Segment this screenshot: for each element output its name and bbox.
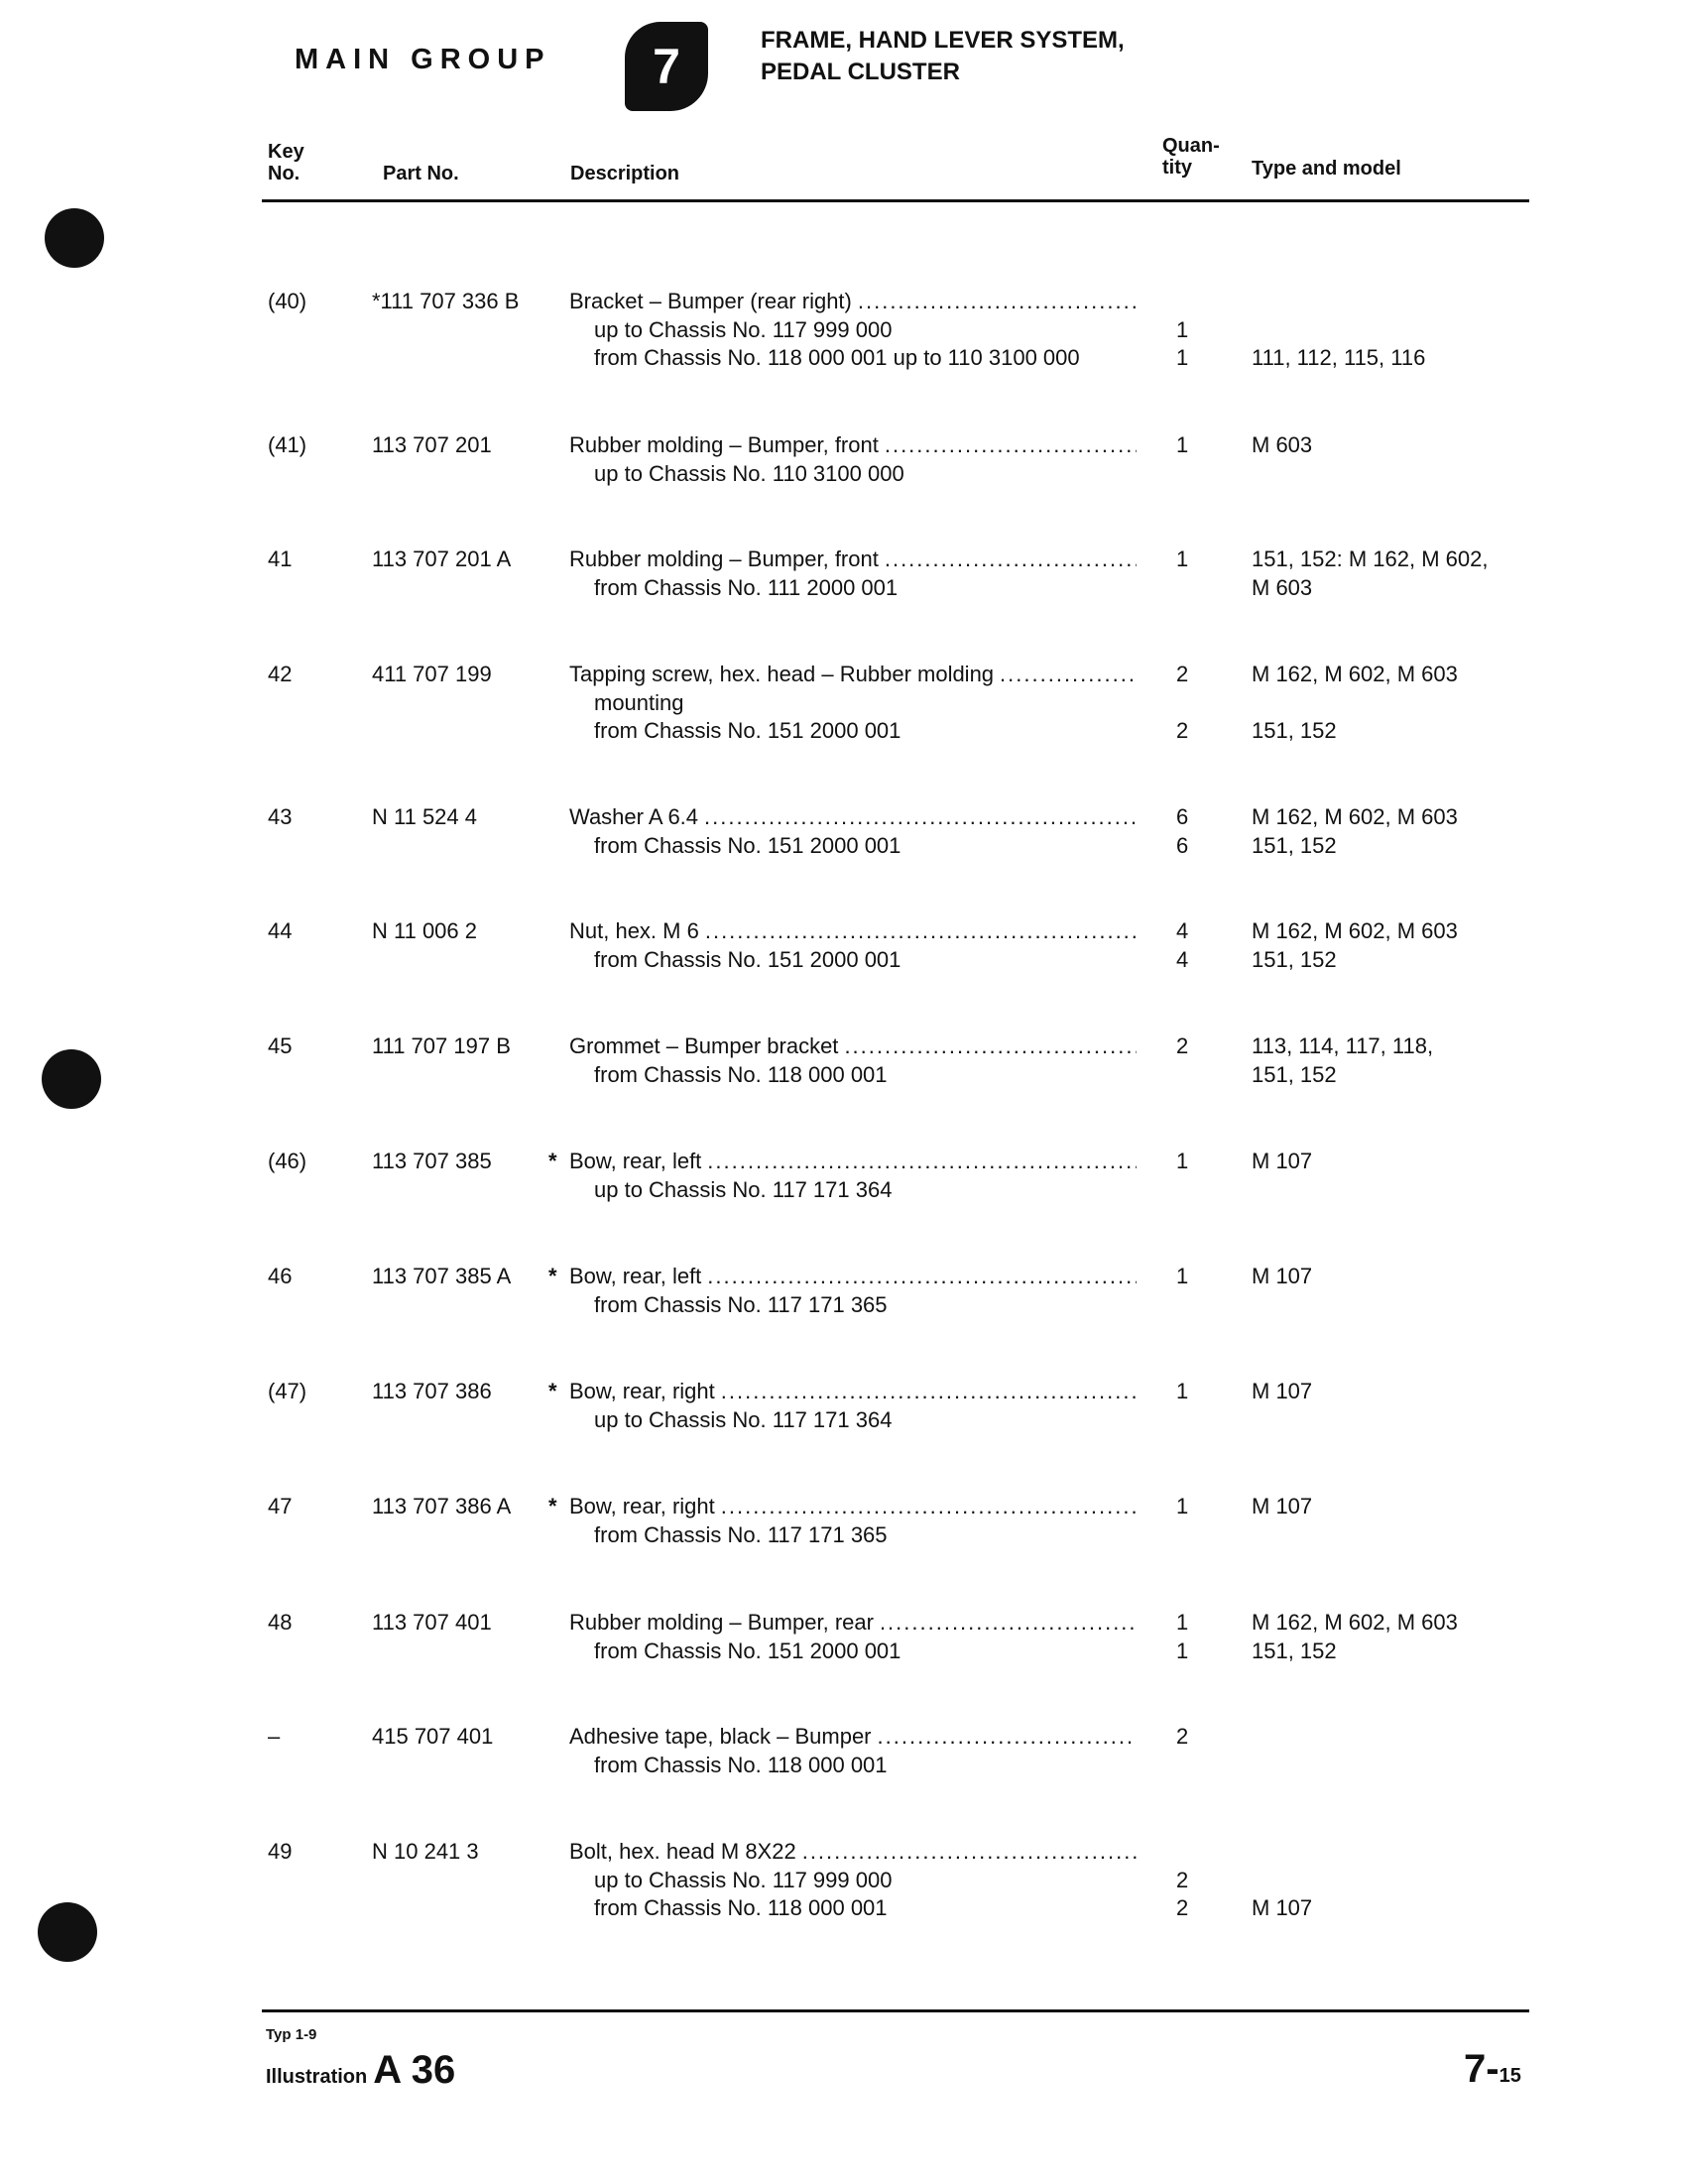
description-subline: from Chassis No. 118 000 001: [594, 1752, 888, 1777]
type-and-model: [1252, 1838, 1529, 1923]
description-subline: from Chassis No. 117 171 365: [594, 1291, 888, 1317]
quantity-value: [1176, 1838, 1206, 1867]
key-no: 49: [268, 1839, 293, 1864]
quantity-value: 1: [1176, 316, 1189, 342]
type-model-value: M 107: [1252, 1379, 1313, 1403]
type-model-value: M 162, M 602, M 603: [1252, 918, 1458, 943]
description: [569, 803, 1137, 860]
description-text: Rubber molding – Bumper, rear: [569, 1610, 874, 1635]
group-title: [761, 25, 1125, 88]
description-text: Adhesive tape, black – Bumper: [569, 1724, 872, 1749]
description: [569, 546, 1137, 602]
group-title-line: PEDAL CLUSTER: [761, 59, 960, 85]
asterisk-marker: *: [548, 1379, 557, 1403]
description: [569, 1493, 1137, 1549]
part-no: N 10 241 3: [372, 1839, 479, 1864]
quantity-value: 6: [1176, 804, 1189, 829]
quantity-value: 1: [1176, 546, 1189, 571]
part-no: 111 707 197 B: [372, 1033, 511, 1058]
description-text: Bracket – Bumper (rear right): [569, 289, 852, 313]
description-text: Bow, rear, right: [569, 1379, 715, 1403]
type-and-model: [1252, 546, 1529, 602]
column-header-quantity: Quan- tity: [1162, 135, 1220, 179]
asterisk-marker: *: [548, 1264, 557, 1288]
type-model-value: 113, 114, 117, 118,: [1252, 1033, 1434, 1058]
description-text: Bolt, hex. head M 8X22: [569, 1839, 796, 1864]
description-subline: from Chassis No. 118 000 001: [594, 1061, 888, 1087]
description-subline: up to Chassis No. 117 999 000: [594, 1867, 893, 1892]
type-model-value: 111, 112, 115, 116: [1252, 345, 1426, 370]
description-subline: up to Chassis No. 117 171 364: [594, 1176, 893, 1202]
dot-leader: [858, 288, 1137, 316]
part-no: 113 707 385 A: [372, 1264, 512, 1288]
description: [569, 288, 1137, 373]
footer-rule: [262, 2009, 1529, 2012]
illustration-number: A 36: [373, 2048, 456, 2092]
quantity-value: 1: [1176, 432, 1189, 457]
description: [569, 1378, 1137, 1434]
type-and-model: [1252, 917, 1529, 974]
part-no: 113 707 201: [372, 432, 492, 457]
type-and-model: [1252, 288, 1529, 373]
part-no: 113 707 201 A: [372, 546, 512, 571]
asterisk-marker: *: [548, 1149, 557, 1173]
description: [569, 1609, 1137, 1665]
type-and-model: [1252, 1723, 1529, 1752]
quantity-value: 4: [1176, 946, 1189, 972]
key-no: (47): [268, 1379, 307, 1403]
description-subline: up to Chassis No. 117 999 000: [594, 316, 893, 342]
description-subline: from Chassis No. 118 000 001 up to 110 3100 000: [594, 345, 1080, 370]
type-model-value: 151, 152: [1252, 1638, 1337, 1663]
type-model-value: M 162, M 602, M 603: [1252, 1610, 1458, 1635]
description-text: Bow, rear, left: [569, 1264, 702, 1288]
description-subline: from Chassis No. 151 2000 001: [594, 718, 901, 743]
dot-leader: [885, 431, 1137, 460]
quantity-value: 1: [1176, 1494, 1189, 1518]
key-no: 46: [268, 1264, 293, 1288]
description-subline: from Chassis No. 151 2000 001: [594, 832, 901, 858]
description-text: Tapping screw, hex. head – Rubber molding: [569, 662, 995, 686]
quantity-value: 1: [1176, 1149, 1189, 1173]
quantity-value: 2: [1176, 1895, 1189, 1920]
quantity: [1176, 1378, 1206, 1406]
key-no: 44: [268, 918, 293, 943]
description-text: Nut, hex. M 6: [569, 918, 699, 943]
key-no: 45: [268, 1033, 293, 1058]
key-no: 48: [268, 1610, 293, 1635]
description-text: Rubber molding – Bumper, front: [569, 546, 879, 571]
quantity: [1176, 917, 1206, 974]
column-header-key: Key No.: [268, 141, 304, 184]
type-model-value: M 107: [1252, 1895, 1313, 1920]
part-no: N 11 006 2: [372, 918, 478, 943]
description: [569, 1032, 1137, 1089]
description-subline: up to Chassis No. 110 3100 000: [594, 460, 904, 486]
quantity-value: 2: [1176, 718, 1189, 743]
description-text: Rubber molding – Bumper, front: [569, 432, 879, 457]
header-rule: [262, 199, 1529, 202]
page-number-minor: 15: [1499, 2065, 1521, 2087]
dot-leader: [707, 1148, 1137, 1176]
dot-leader: [705, 917, 1137, 946]
type-and-model: [1252, 803, 1529, 860]
type-and-model: [1252, 1378, 1529, 1406]
type-model-value: [1252, 288, 1529, 316]
column-header-part-no: Part No.: [383, 163, 459, 184]
type-model-value: M 603: [1252, 432, 1313, 457]
quantity-value: 2: [1176, 1724, 1189, 1749]
asterisk-marker: *: [548, 1494, 557, 1518]
footer-illustration: [266, 2048, 455, 2093]
part-no: 113 707 386 A: [372, 1494, 512, 1518]
description: [569, 431, 1137, 488]
quantity-value: [1176, 689, 1206, 718]
footer-typ: Typ 1-9: [266, 2026, 317, 2043]
page-number-major: 7-: [1464, 2047, 1500, 2091]
type-and-model: [1252, 1148, 1529, 1176]
dot-leader: [885, 546, 1137, 574]
description-subline: from Chassis No. 118 000 001: [594, 1895, 888, 1920]
type-model-value: [1252, 316, 1529, 345]
type-model-value: 151, 152: [1252, 832, 1337, 858]
binder-hole: [45, 208, 104, 268]
quantity-value: 2: [1176, 662, 1189, 686]
quantity: [1176, 1609, 1206, 1665]
quantity-value: [1176, 288, 1206, 316]
page-number: [1464, 2047, 1521, 2092]
quantity: [1176, 803, 1206, 860]
quantity: [1176, 288, 1206, 373]
type-model-value: [1252, 1867, 1529, 1895]
description: [569, 1148, 1137, 1204]
part-no: 113 707 401: [372, 1610, 492, 1635]
type-model-value: M 107: [1252, 1149, 1313, 1173]
dot-leader: [880, 1609, 1137, 1638]
part-no: 415 707 401: [372, 1724, 494, 1749]
type-and-model: [1252, 661, 1529, 746]
quantity: [1176, 1148, 1206, 1176]
type-model-value: 151, 152: [1252, 946, 1337, 972]
type-model-value: 151, 152: [1252, 718, 1337, 743]
dot-leader: [844, 1032, 1137, 1061]
quantity-value: 1: [1176, 345, 1189, 370]
group-number-badge: [625, 22, 708, 111]
quantity-value: 6: [1176, 832, 1189, 858]
quantity-value: 1: [1176, 1610, 1189, 1635]
quantity: [1176, 1723, 1206, 1752]
quantity-value: 1: [1176, 1379, 1189, 1403]
key-no: (40): [268, 289, 307, 313]
binder-hole: [38, 1902, 97, 1962]
key-no: 42: [268, 662, 293, 686]
type-model-value: [1252, 689, 1529, 718]
type-model-value: M 107: [1252, 1264, 1313, 1288]
dot-leader: [707, 1263, 1137, 1291]
type-and-model: [1252, 1609, 1529, 1665]
quantity-value: 1: [1176, 1638, 1189, 1663]
quantity: [1176, 431, 1206, 460]
description: [569, 1838, 1137, 1923]
part-no: 113 707 386: [372, 1379, 492, 1403]
description-subline: mounting: [594, 689, 684, 715]
quantity-value: 4: [1176, 918, 1189, 943]
quantity-value: 2: [1176, 1033, 1189, 1058]
description-text: Bow, rear, left: [569, 1149, 702, 1173]
quantity: [1176, 1263, 1206, 1291]
type-and-model: [1252, 431, 1529, 460]
description: [569, 1263, 1137, 1319]
dot-leader: [721, 1493, 1137, 1521]
part-no: N 11 524 4: [372, 804, 478, 829]
description: [569, 661, 1137, 746]
description-text: Washer A 6.4: [569, 804, 699, 829]
dot-leader: [878, 1723, 1137, 1752]
quantity: [1176, 546, 1206, 574]
description-text: Bow, rear, right: [569, 1494, 715, 1518]
description-subline: from Chassis No. 117 171 365: [594, 1521, 888, 1547]
dot-leader: [704, 803, 1137, 832]
dot-leader: [721, 1378, 1137, 1406]
quantity-value: 1: [1176, 1264, 1189, 1288]
group-number: 7: [653, 39, 680, 94]
illustration-label: Illustration: [266, 2066, 368, 2088]
description-subline: from Chassis No. 111 2000 001: [594, 574, 899, 600]
type-and-model: [1252, 1263, 1529, 1291]
part-no: *111 707 336 B: [372, 289, 520, 313]
description: [569, 917, 1137, 974]
part-no: 113 707 385: [372, 1149, 492, 1173]
column-header-description: Description: [570, 163, 680, 184]
description-subline: up to Chassis No. 117 171 364: [594, 1406, 893, 1432]
dot-leader: [802, 1838, 1137, 1867]
type-model-value: [1252, 1723, 1529, 1752]
key-no: 47: [268, 1494, 293, 1518]
key-no: –: [268, 1724, 281, 1749]
description-text: Grommet – Bumper bracket: [569, 1033, 839, 1058]
key-no: (41): [268, 432, 307, 457]
binder-hole: [42, 1049, 101, 1109]
type-model-value: [1252, 1838, 1529, 1867]
column-header-type-model: Type and model: [1252, 158, 1401, 180]
quantity: [1176, 1493, 1206, 1521]
type-model-value: M 107: [1252, 1494, 1313, 1518]
key-no: (46): [268, 1149, 307, 1173]
type-model-value: M 162, M 602, M 603: [1252, 804, 1458, 829]
type-and-model: [1252, 1493, 1529, 1521]
key-no: 41: [268, 546, 293, 571]
description: [569, 1723, 1137, 1779]
description-subline: from Chassis No. 151 2000 001: [594, 1638, 901, 1663]
key-no: 43: [268, 804, 293, 829]
type-and-model: [1252, 1032, 1529, 1089]
dot-leader: [1000, 661, 1137, 689]
quantity: [1176, 1032, 1206, 1061]
type-model-value: M 603: [1252, 574, 1313, 600]
type-model-value: 151, 152: M 162, M 602,: [1252, 546, 1489, 571]
quantity-value: 2: [1176, 1867, 1189, 1892]
group-title-line: FRAME, HAND LEVER SYSTEM,: [761, 27, 1125, 54]
type-model-value: M 162, M 602, M 603: [1252, 662, 1458, 686]
quantity: [1176, 661, 1206, 746]
part-no: 411 707 199: [372, 662, 492, 686]
type-model-value: 151, 152: [1252, 1061, 1337, 1087]
quantity: [1176, 1838, 1206, 1923]
main-group-label: MAIN GROUP: [295, 44, 551, 75]
description-subline: from Chassis No. 151 2000 001: [594, 946, 901, 972]
